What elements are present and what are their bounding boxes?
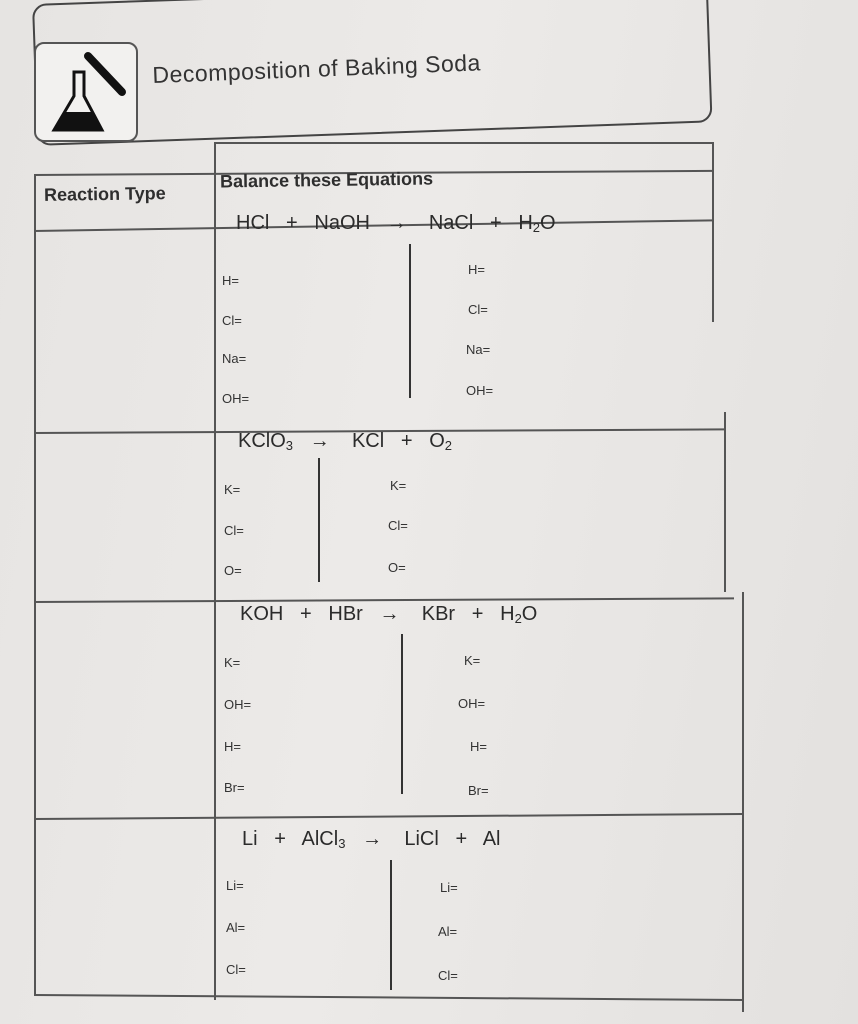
product: LiCl bbox=[404, 828, 439, 850]
product: NaCl bbox=[428, 212, 474, 234]
reactant: KClO$_3$ bbox=[238, 430, 294, 453]
reactant: AlCl$_3$ bbox=[301, 828, 346, 851]
plus-sign: + bbox=[489, 212, 502, 234]
equation-2-divider bbox=[318, 458, 320, 582]
equation-3-divider bbox=[401, 634, 403, 794]
product: $H_2O$ bbox=[518, 212, 556, 235]
arrow: → bbox=[379, 603, 400, 625]
table-border-right bbox=[712, 142, 714, 322]
product: KBr bbox=[421, 603, 456, 625]
right-atom: H= bbox=[470, 739, 487, 754]
left-atom: O= bbox=[224, 563, 242, 578]
logo bbox=[34, 42, 138, 142]
balance-header: Balance these Equations bbox=[219, 168, 434, 192]
left-atom: Cl= bbox=[226, 962, 246, 977]
right-atom: OH= bbox=[466, 383, 494, 398]
left-atom: OH= bbox=[222, 391, 250, 406]
plus-sign: + bbox=[274, 828, 286, 850]
right-atom: Li= bbox=[440, 880, 458, 895]
right-atom: Cl= bbox=[388, 518, 408, 533]
left-atom: Na= bbox=[222, 351, 247, 366]
left-atom: H= bbox=[222, 273, 239, 288]
equation-3 bbox=[240, 603, 537, 626]
table-border-right-bottom bbox=[742, 592, 744, 1012]
product: $H_2O$ bbox=[500, 603, 538, 626]
arrow: → bbox=[386, 212, 407, 234]
plus-sign: + bbox=[300, 603, 312, 625]
right-atom: O= bbox=[388, 560, 406, 575]
right-atom: Al= bbox=[438, 924, 458, 939]
right-atom: K= bbox=[390, 478, 407, 493]
reactant: KOH bbox=[240, 603, 284, 625]
left-atom: Al= bbox=[226, 920, 246, 935]
plus-sign: + bbox=[455, 828, 468, 850]
page-title: Decomposition of Baking Soda bbox=[152, 49, 482, 88]
left-atom: H= bbox=[224, 739, 241, 754]
table-border-right-lower bbox=[724, 412, 726, 592]
plus-sign: + bbox=[400, 430, 413, 452]
equation-1 bbox=[236, 212, 556, 235]
reactant: Li bbox=[242, 828, 258, 850]
equation-2 bbox=[238, 430, 452, 453]
right-atom: OH= bbox=[458, 696, 486, 711]
right-atom: Cl= bbox=[438, 968, 458, 983]
product: Al bbox=[482, 828, 501, 850]
arrow: → bbox=[362, 828, 383, 850]
left-atom: K= bbox=[224, 482, 241, 497]
equation-4-divider bbox=[390, 860, 392, 990]
arrow: → bbox=[309, 430, 330, 452]
right-atom: Na= bbox=[466, 342, 491, 357]
table-border-left bbox=[34, 174, 36, 996]
table-border-top-right bbox=[214, 142, 714, 144]
left-atom: Li= bbox=[226, 878, 244, 893]
plus-sign: + bbox=[471, 603, 484, 625]
right-atom: Cl= bbox=[468, 302, 488, 317]
left-atom: K= bbox=[224, 655, 241, 670]
equation-1-divider bbox=[409, 244, 411, 398]
product: KCl bbox=[351, 430, 385, 452]
table-column-divider bbox=[214, 142, 216, 1000]
left-atom: Cl= bbox=[222, 313, 242, 328]
plus-sign: + bbox=[286, 212, 298, 234]
reactant: NaOH bbox=[314, 212, 370, 234]
left-atom: Cl= bbox=[224, 523, 244, 538]
left-atom: OH= bbox=[224, 697, 252, 712]
left-atom: Br= bbox=[224, 780, 245, 795]
right-atom: Br= bbox=[468, 783, 489, 798]
row-divider-bottom bbox=[34, 994, 744, 1001]
row-divider-3 bbox=[34, 813, 742, 820]
reactant: HBr bbox=[328, 603, 363, 625]
reactant: HCl bbox=[236, 212, 270, 234]
reaction-type-header: Reaction Type bbox=[43, 183, 166, 205]
right-atom: K= bbox=[464, 653, 481, 668]
flask-icon bbox=[44, 50, 128, 136]
right-atom: H= bbox=[468, 262, 485, 277]
product: $O_2$ bbox=[429, 430, 452, 453]
equation-4 bbox=[242, 828, 501, 851]
